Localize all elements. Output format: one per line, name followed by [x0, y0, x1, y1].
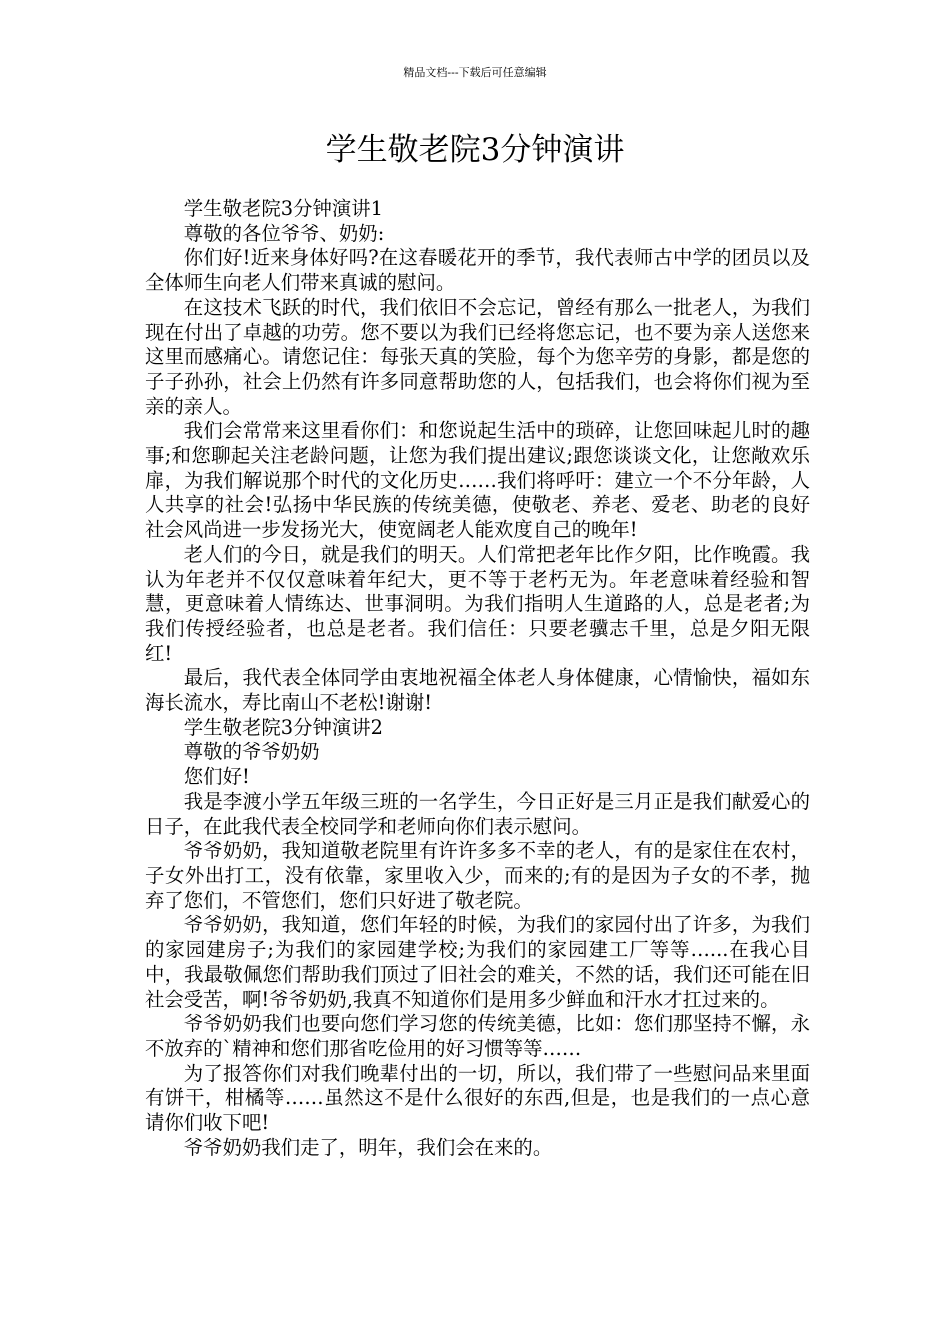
paragraph: 您们好!: [183, 765, 250, 789]
paragraph: 爷爷奶奶，我知道，您们年轻的时候，为我们的家园付出了许多，为我们的家园建房子;为我们的家园建学校;为我们的家园建工厂等等…...在我心目中，我最敬佩您们帮助我们顶过了旧社会的难关，不然的话，我们还可能在旧社会受苦，啊!爷爷奶奶,我真不知道你们是用多少鲜血和汗水才扛过来的。: [145, 913, 810, 1011]
paragraph: 学生敬老院3分钟演讲2: [183, 715, 383, 739]
document-title: 学生敬老院3分钟演讲: [325, 132, 625, 168]
paragraph: 爷爷奶奶我们走了，明年，我们会在来的。: [183, 1135, 553, 1159]
paragraph: 爷爷奶奶，我知道敬老院里有许许多多不幸的老人，有的是家住在农村，子女外出打工，没有依靠，家里收入少，而来的;有的是因为子女的不孝，抛弃了您们，不管您们，您们只好进了敬老院。: [145, 839, 810, 912]
paragraph: 学生敬老院3分钟演讲1: [183, 197, 383, 220]
paragraph: 我们会常常来这里看你们：和您说起生活中的琐碎，让您回味起儿时的趣事;和您聊起关注老龄问题，让您为我们提出建议;跟您谈谈文化，让您敞欢乐扉，为我们解说那个时代的文化历史……我们将呼吁：建立一个不分年龄，人人共享的社会!弘扬中华民族的传统美德，使敬老、养老、爱老、助老的良好社会风尚进一步发扬光大，使宽阔老人能欢度自己的晚年!: [145, 419, 810, 542]
paragraph: 在这技术飞跃的时代，我们依旧不会忘记，曾经有那么一批老人，为我们现在付出了卓越的功劳。您不要以为我们已经将您忘记，也不要为亲人送您来这里而感痛心。请您记住：每张天真的笑脸，每个为您辛劳的身影，都是您的子子孙孙，社会上仍然有许多同意帮助您的人，包括我们，也会将你们视为至亲的亲人。: [145, 295, 810, 418]
header-note: 精品文档---下载后可任意编辑: [403, 66, 547, 79]
paragraph: 尊敬的各位爷爷、奶奶:: [183, 221, 385, 245]
paragraph: 你们好!近来身体好吗?在这春暖花开的季节，我代表师古中学的团员以及全体师生向老人们带来真诚的慰问。: [145, 246, 810, 295]
paragraph: 爷爷奶奶我们也要向您们学习您的传统美德，比如：您们那坚持不懈，永不放弃的`精神和您们那省吃俭用的好习惯等等……: [145, 1012, 810, 1060]
paragraph: 我是李渡小学五年级三班的一名学生，今日正好是三月正是我们献爱心的日子，在此我代表全校同学和老师向你们表示慰问。: [145, 789, 810, 838]
paragraph: 为了报答你们对我们晚辈付出的一切，所以，我们带了一些慰问品来里面有饼干，柑橘等……虽然这不是什么很好的东西,但是，也是我们的一点心意请你们收下吧!: [145, 1061, 810, 1135]
paragraph: 最后，我代表全体同学由衷地祝福全体老人身体健康，心情愉快，福如东海长流水，寿比南山不老松!谢谢!: [145, 666, 810, 715]
paragraph: 老人们的今日，就是我们的明天。人们常把老年比作夕阳，比作晚霞。我认为年老并不仅仅意味着年纪大，更不等于老朽无为。年老意味着经验和智慧，更意味着人情练达、世事洞明。为我们指明人生道路的人，总是老者;为我们传授经验者，也总是老者。我们信任：只要老骥志千里，总是夕阳无限红!: [145, 542, 810, 665]
document-body: [145, 197, 810, 1160]
paragraph: 尊敬的爷爷奶奶: [183, 740, 320, 764]
